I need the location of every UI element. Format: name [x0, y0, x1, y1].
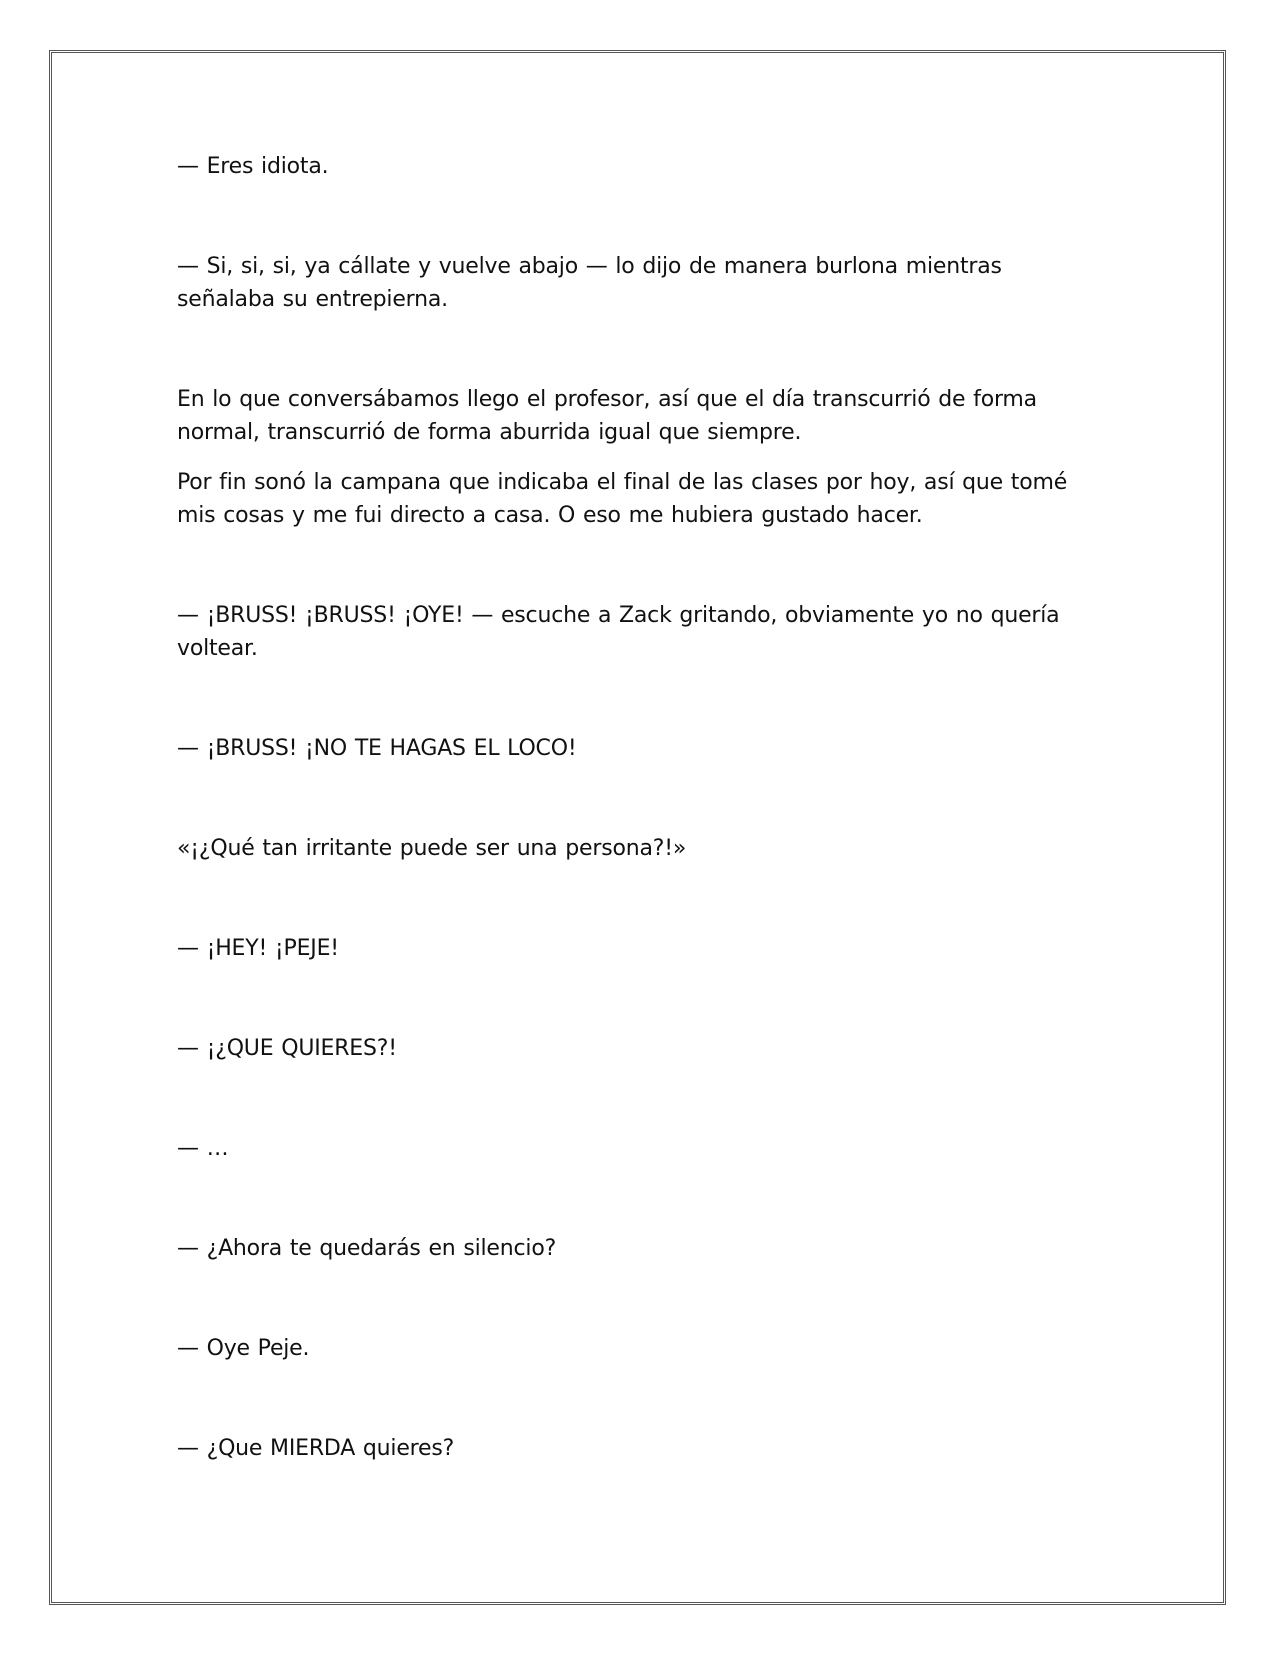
paragraph-2: — Si, si, si, ya cállate y vuelve abajo — lo dijo de manera burlona mientras señalaba su entrepierna.: [177, 254, 1002, 312]
paragraph-13: — ¿Que MIERDA quieres?: [177, 1436, 455, 1461]
paragraph-7: «¡¿Qué tan irritante puede ser una persona?!»: [177, 836, 687, 861]
paragraph-11: — ¿Ahora te quedarás en silencio?: [177, 1236, 557, 1261]
paragraph-10: — …: [177, 1136, 229, 1161]
paragraph-6: — ¡BRUSS! ¡NO TE HAGAS EL LOCO!: [177, 736, 577, 761]
paragraph-4: Por fin sonó la campana que indicaba el final de las clases por hoy, así que tomé mis cosas y me fui directo a casa. O eso me hubiera gustado hacer.: [177, 470, 1068, 528]
paragraph-12: — Oye Peje.: [177, 1336, 310, 1361]
paragraph-9: — ¡¿QUE QUIERES?!: [177, 1036, 397, 1061]
paragraph-8: — ¡HEY! ¡PEJE!: [177, 936, 339, 961]
paragraph-1: — Eres idiota.: [177, 154, 329, 179]
paragraph-3: En lo que conversábamos llego el profesor, así que el día transcurrió de forma normal, transcurrió de forma aburrida igual que siempre.: [177, 387, 1037, 445]
paragraph-5: — ¡BRUSS! ¡BRUSS! ¡OYE! — escuche a Zack gritando, obviamente yo no quería voltear.: [177, 603, 1060, 661]
